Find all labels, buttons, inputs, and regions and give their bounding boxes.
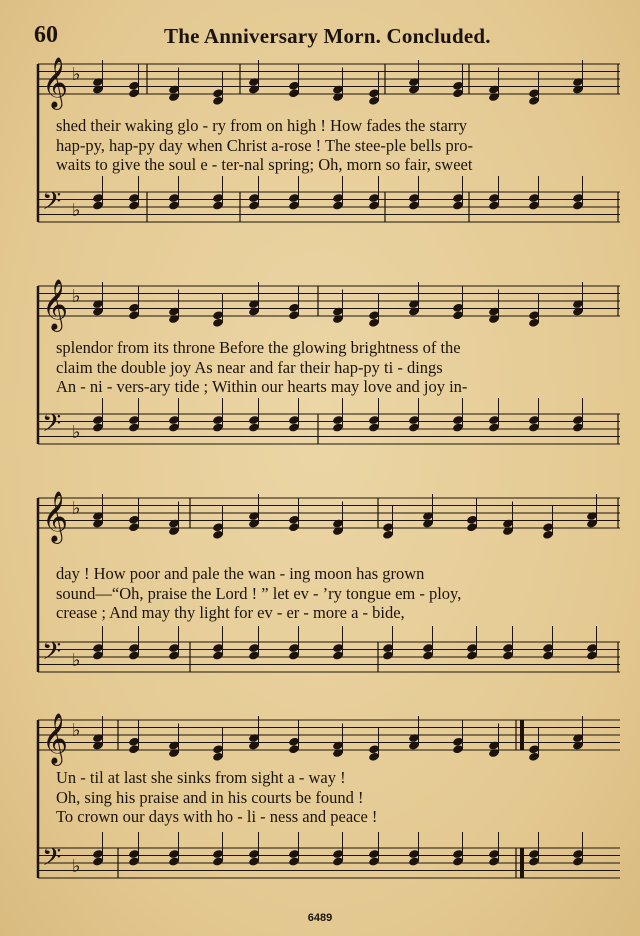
final-bar-line (520, 720, 524, 750)
treble-clef-icon: 𝄞 (42, 279, 69, 330)
lyric-verse-3: To crown our days with ho - li - ness and peace ! (56, 807, 378, 826)
bass-clef-icon: 𝄢 (42, 637, 62, 672)
bass-clef-icon: 𝄢 (42, 409, 62, 444)
hymn-title: The Anniversary Morn. Concluded. (164, 24, 491, 48)
lyric-verse-2: Oh, sing his praise and in his courts be found ! (56, 787, 364, 807)
lyric-verse-1: shed their waking glo - ry from on high ! How fades the starry (56, 116, 468, 135)
lyric-verse-2: hap-py, hap-py day when Christ a-rose ! The stee-ple bells pro- (56, 135, 473, 155)
flat-sign-icon: ♭ (72, 650, 81, 670)
page-number: 60 (34, 22, 58, 48)
lyric-verse-3: An - ni - vers-ary tide ; Within our hearts may love and joy in- (56, 377, 468, 396)
final-bar-line (520, 848, 524, 878)
lyric-verse-2: claim the double joy As near and far their hap-py ti - dings (56, 357, 443, 377)
page-header (28, 22, 618, 52)
flat-sign-icon: ♭ (72, 64, 81, 84)
treble-clef-icon: 𝄞 (42, 491, 69, 542)
bass-clef-icon: 𝄢 (42, 187, 62, 222)
lyric-verse-1: splendor from its throne Before the glowing brightness of the (56, 338, 461, 357)
lyrics-system-2 (56, 338, 626, 397)
lyric-verse-1: Un - til at last she sinks from sight a - way ! (56, 768, 346, 787)
treble-clef-icon: 𝄞 (42, 57, 69, 108)
lyric-verse-1: day ! How poor and pale the wan - ing moon has grown (56, 564, 425, 583)
bass-clef-icon: 𝄢 (42, 843, 62, 878)
lyrics-system-3 (56, 564, 626, 623)
plate-number: 6489 (307, 912, 333, 924)
lyric-verse-3: waits to give the soul e - ter-nal spring; Oh, morn so fair, sweet (56, 155, 473, 174)
flat-sign-icon: ♭ (72, 498, 81, 518)
flat-sign-icon: ♭ (72, 200, 81, 220)
flat-sign-icon: ♭ (72, 286, 81, 306)
lyrics-system-1 (56, 116, 626, 175)
flat-sign-icon: ♭ (72, 856, 81, 876)
lyrics-system-4 (56, 768, 626, 827)
treble-clef-icon: 𝄞 (42, 713, 69, 764)
lyric-verse-2: sound—“Oh, praise the Lord ! ” let ev - ’ry tongue em - ploy, (56, 583, 462, 603)
lyric-verse-3: crease ; And may thy light for ev - er - more a - bide, (56, 603, 405, 622)
flat-sign-icon: ♭ (72, 422, 81, 442)
flat-sign-icon: ♭ (72, 720, 81, 740)
